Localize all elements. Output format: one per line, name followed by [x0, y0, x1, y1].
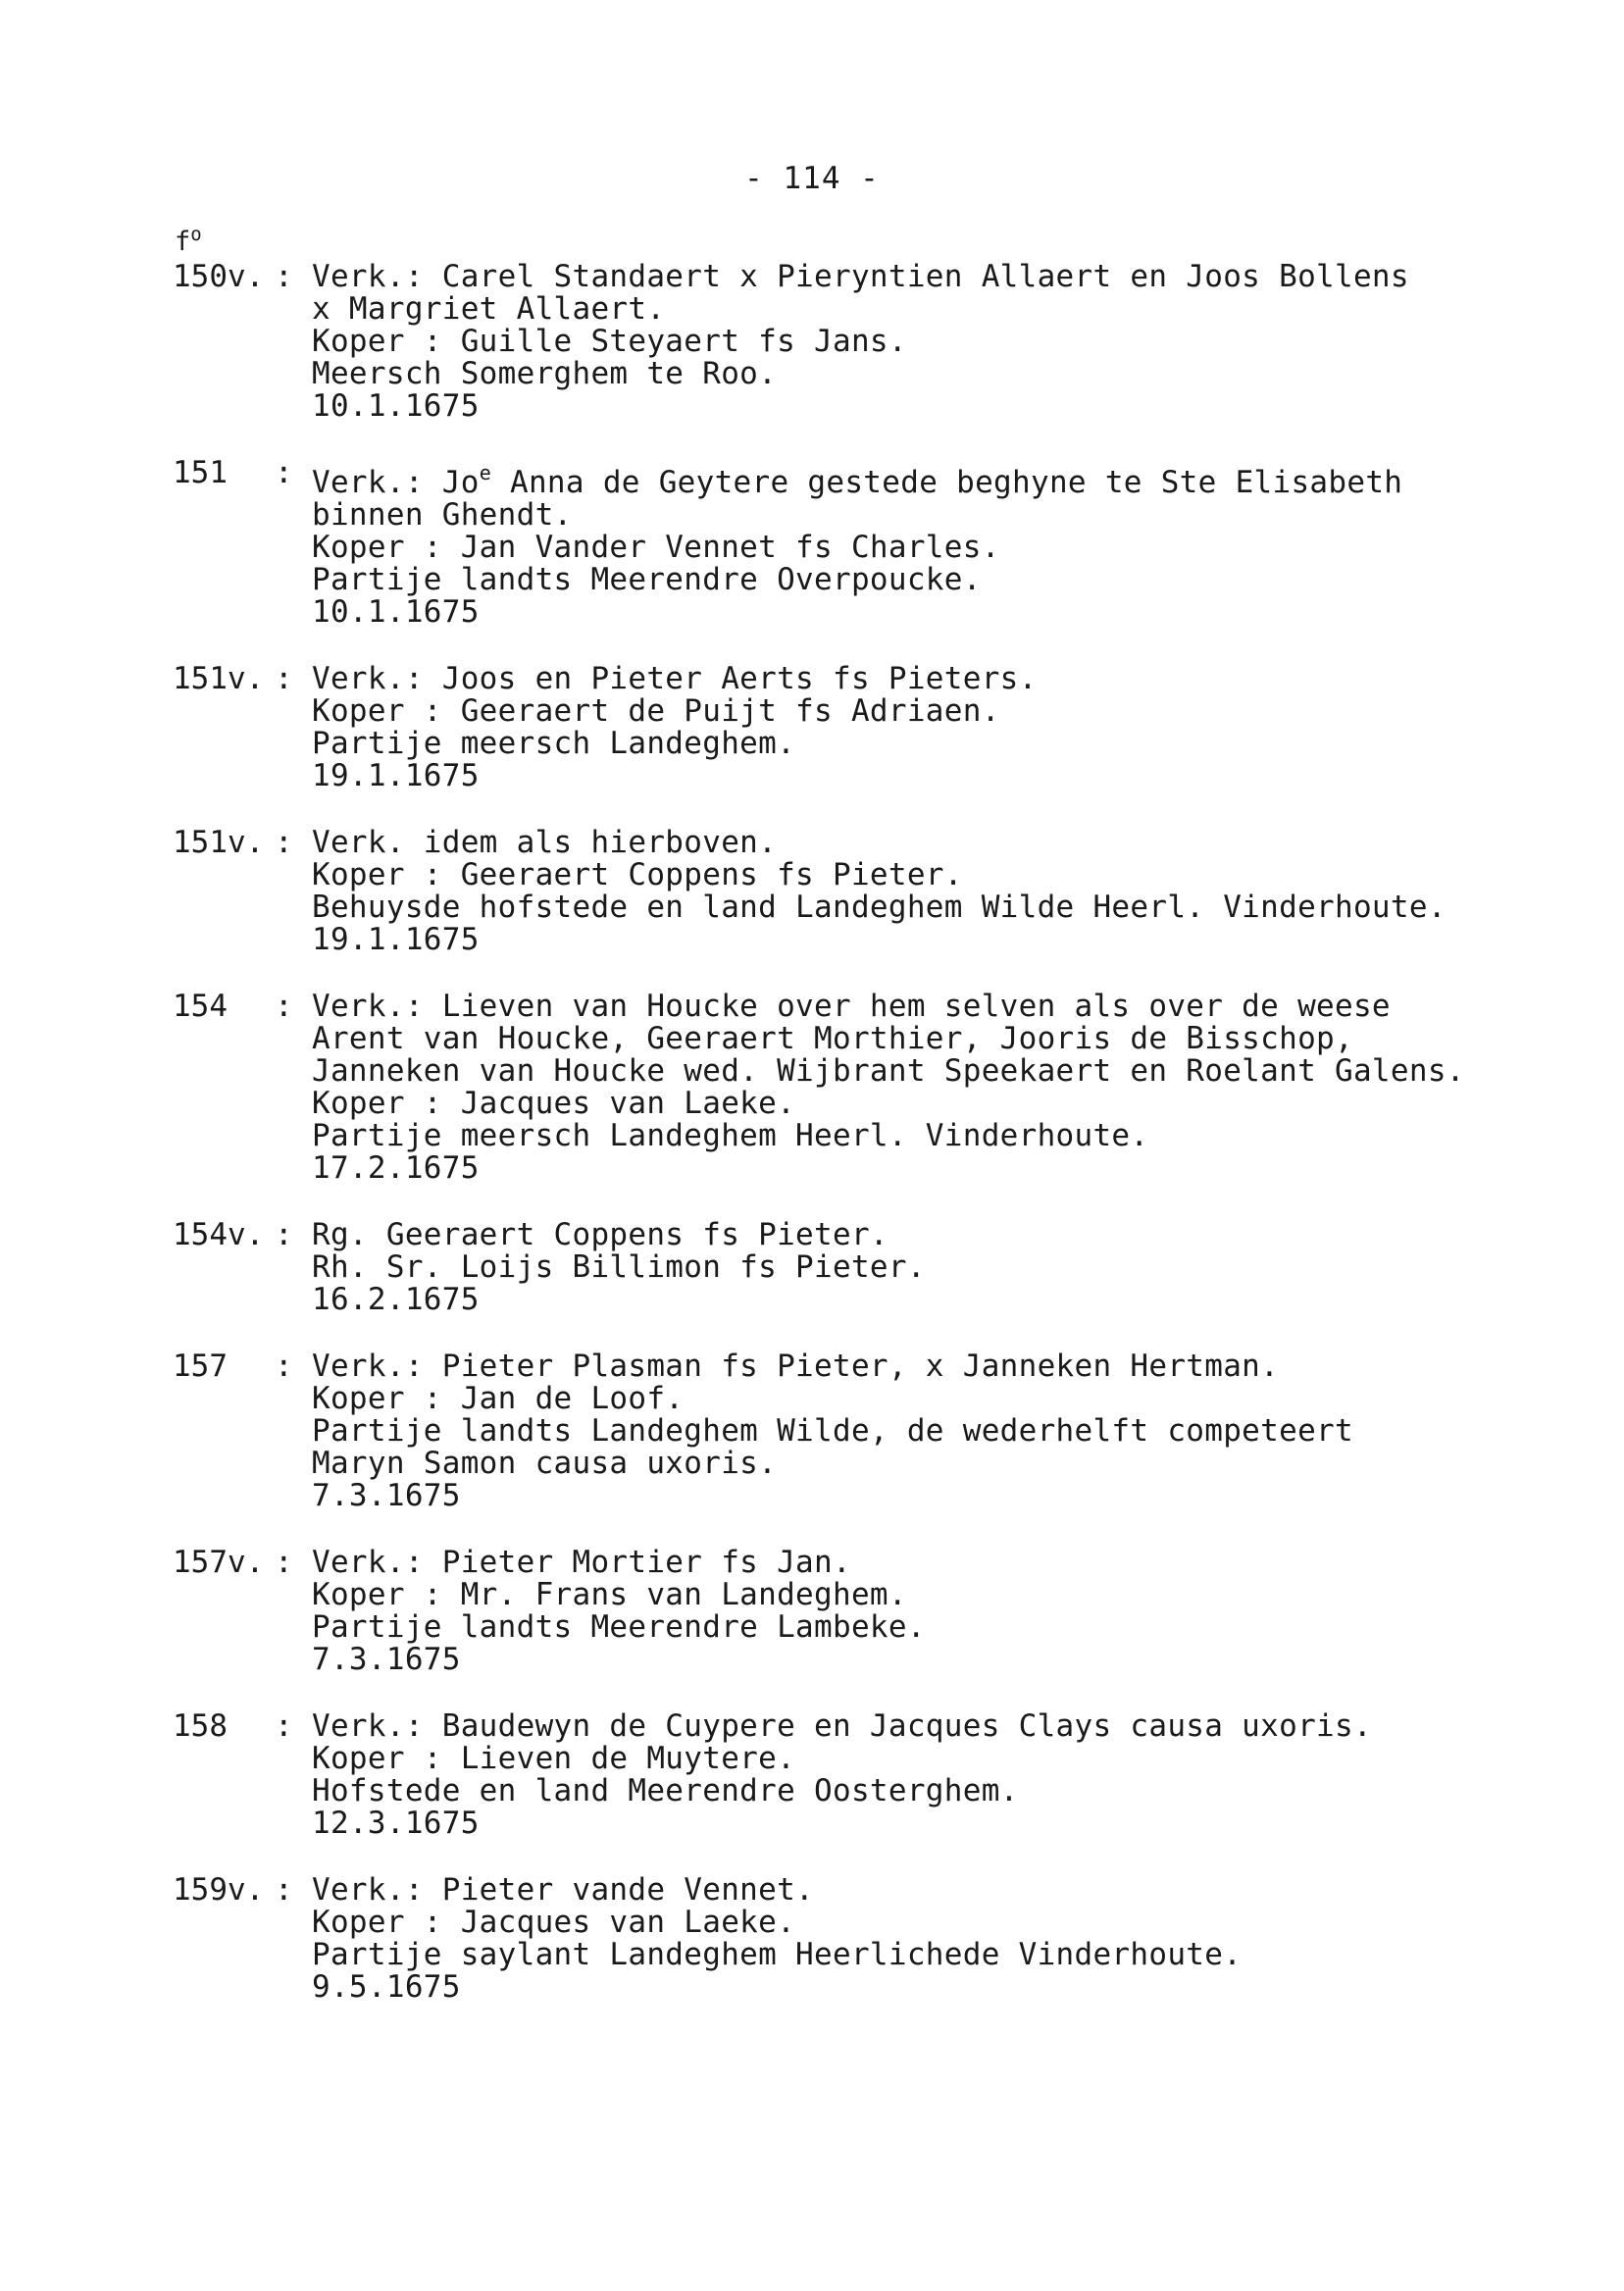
entry-body: [312, 1874, 1585, 2004]
page-number: - 114 -: [744, 161, 880, 196]
entry-date: 16.2.1675: [312, 1282, 480, 1317]
entry-line: Koper : Geeraert Coppens fs Pieter.: [312, 857, 963, 892]
entry-line-text: Anna de Geytere gestede beghyne te Ste Elisabeth: [491, 465, 1403, 500]
entry-folio: 157v.: [173, 1545, 265, 1580]
entry-folio: 158: [173, 1708, 228, 1744]
entry-line: Verk. idem als hierboven.: [312, 825, 778, 860]
entry-line: binnen Ghendt.: [312, 497, 573, 533]
entry-line: [312, 457, 1585, 499]
entry-line: Koper : Geeraert de Puijt fs Adriaen.: [312, 693, 1000, 729]
entry-date: 12.3.1675: [312, 1806, 480, 1841]
register-entry: [173, 991, 1585, 1185]
entry-line: Partije meersch Landeghem.: [312, 726, 796, 761]
entry-body: [312, 1547, 1585, 1676]
entry-body: [312, 827, 1585, 956]
entry-date: 10.1.1675: [312, 594, 480, 630]
entry-line: Verk.: Lieven van Houcke over hem selven als over de weese: [312, 989, 1391, 1024]
entry-line: Koper : Mr. Frans van Landeghem.: [312, 1577, 907, 1612]
entry-line: Koper : Jacques van Laeke.: [312, 1905, 796, 1940]
register-entry: [173, 457, 1585, 629]
entry-line: Partije landts Meerendre Overpoucke.: [312, 562, 982, 597]
register-entry: [173, 827, 1585, 956]
entry-line: Verk.: Pieter Plasman fs Pieter, x Janneken Hertman.: [312, 1349, 1280, 1384]
entry-body: [312, 457, 1585, 629]
entry-body: [312, 663, 1585, 792]
entry-folio: 157: [173, 1349, 228, 1384]
entry-line: Verk.: Pieter Mortier fs Jan.: [312, 1545, 851, 1580]
register-entry: [173, 1219, 1585, 1316]
entry-body: [312, 261, 1585, 423]
entry-line: Partije saylant Landeghem Heerlichede Vinderhoute.: [312, 1937, 1243, 1972]
entry-folio: 151: [173, 455, 228, 490]
entry-line: Koper : Lieven de Muytere.: [312, 1741, 796, 1776]
entry-line: Hofstede en land Meerendre Oosterghem.: [312, 1773, 1019, 1808]
entry-separator: :: [275, 989, 293, 1024]
entry-body: [312, 1350, 1585, 1512]
entry-line: Verk.: Joos en Pieter Aerts fs Pieters.: [312, 661, 1038, 696]
entry-line: x Margriet Allaert.: [312, 291, 666, 327]
entry-line: Maryn Samon causa uxoris.: [312, 1446, 778, 1481]
entry-date: 7.3.1675: [312, 1478, 461, 1513]
register-entry: [173, 1547, 1585, 1676]
entry-line: Arent van Houcke, Geeraert Morthier, Jooris de Bisschop,: [312, 1021, 1353, 1056]
entry-line: Behuysde hofstede en land Landeghem Wilde Heerl. Vinderhoute.: [312, 890, 1446, 925]
register-entry: [173, 1350, 1585, 1512]
entry-line: Koper : Guille Steyaert fs Jans.: [312, 324, 907, 359]
register-entry: [173, 261, 1585, 423]
entry-folio: 151v.: [173, 825, 265, 860]
entry-separator: :: [275, 259, 293, 294]
entry-separator: :: [275, 661, 293, 696]
entry-line: Koper : Jacques van Laeke.: [312, 1086, 796, 1121]
entry-folio: 154: [173, 989, 228, 1024]
entry-body: [312, 1219, 1585, 1316]
entry-folio: 154v.: [173, 1217, 265, 1252]
entry-date: 17.2.1675: [312, 1150, 480, 1186]
entry-line: Rg. Geeraert Coppens fs Pieter.: [312, 1217, 888, 1252]
register-entries: [173, 261, 1585, 2038]
entry-line: Partije meersch Landeghem Heerl. Vinderhoute.: [312, 1118, 1149, 1153]
entry-separator: :: [275, 825, 293, 860]
register-entry: [173, 1710, 1585, 1840]
entry-line: Verk.: Carel Standaert x Pieryntien Allaert en Joos Bollens: [312, 259, 1409, 294]
entry-line-text: Verk.: Jo: [312, 465, 480, 500]
entry-line: Verk.: Pieter vande Vennet.: [312, 1872, 815, 1908]
entry-line: Partije landts Landeghem Wilde, de wederhelft competeert: [312, 1413, 1353, 1449]
entry-line: Janneken van Houcke wed. Wijbrant Speekaert en Roelant Galens.: [312, 1053, 1465, 1089]
entry-separator: :: [275, 1872, 293, 1908]
folio-heading-letter: f: [175, 227, 191, 257]
entry-folio: 150v.: [173, 259, 265, 294]
entry-folio: 159v.: [173, 1872, 265, 1908]
folio-heading: [175, 224, 202, 257]
entry-separator: :: [275, 1349, 293, 1384]
folio-heading-superscript: o: [190, 224, 202, 245]
entry-date: 9.5.1675: [312, 1969, 461, 2005]
entry-line: Verk.: Baudewyn de Cuypere en Jacques Clays causa uxoris.: [312, 1708, 1372, 1744]
entry-folio: 151v.: [173, 661, 265, 696]
entry-line: Rh. Sr. Loijs Billimon fs Pieter.: [312, 1249, 926, 1285]
entry-body: [312, 991, 1585, 1185]
superscript: e: [479, 461, 492, 484]
entry-date: 7.3.1675: [312, 1642, 461, 1677]
entry-date: 19.1.1675: [312, 922, 480, 957]
entry-separator: :: [275, 455, 293, 490]
entry-separator: :: [275, 1708, 293, 1744]
register-entry: [173, 663, 1585, 792]
entry-line: Koper : Jan Vander Vennet fs Charles.: [312, 530, 1000, 565]
entry-line: Koper : Jan de Loof.: [312, 1381, 685, 1416]
entry-separator: :: [275, 1545, 293, 1580]
entry-date: 10.1.1675: [312, 388, 480, 424]
entry-separator: :: [275, 1217, 293, 1252]
register-entry: [173, 1874, 1585, 2004]
entry-date: 19.1.1675: [312, 758, 480, 793]
entry-line: Meersch Somerghem te Roo.: [312, 356, 778, 391]
entry-line: Partije landts Meerendre Lambeke.: [312, 1609, 926, 1645]
entry-body: [312, 1710, 1585, 1840]
